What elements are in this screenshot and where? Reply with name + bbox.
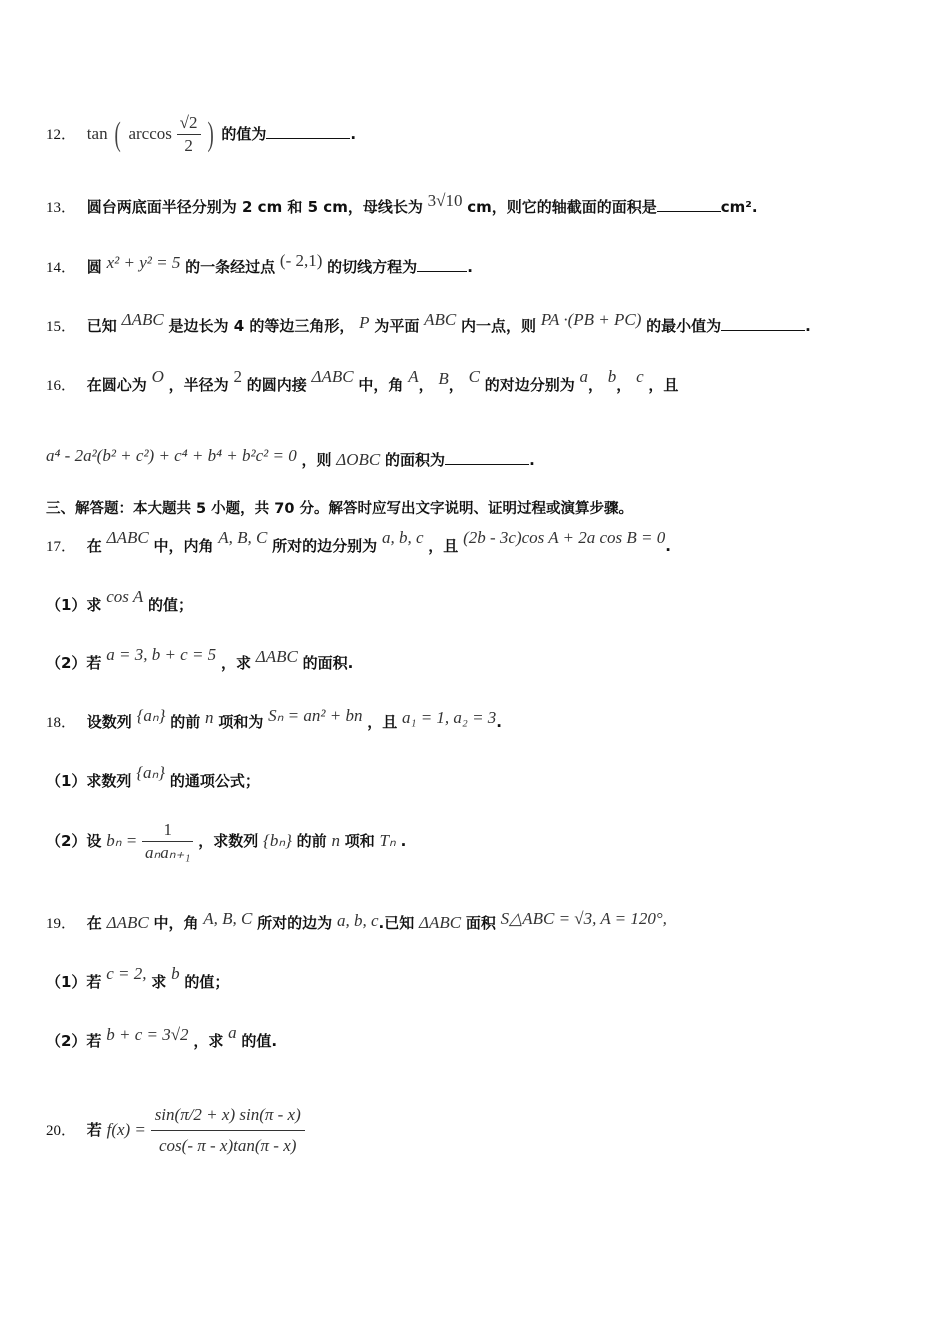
answer-blank xyxy=(445,450,529,465)
math-fn-tan: tan xyxy=(86,124,108,143)
question-number: 17． xyxy=(46,539,77,555)
question-text: 中，内角 xyxy=(153,537,214,555)
fraction xyxy=(151,1100,305,1161)
period: . xyxy=(400,832,407,850)
question-text: ，求 xyxy=(220,654,251,672)
answer-blank xyxy=(657,197,721,212)
period: . xyxy=(665,537,671,555)
math-point: (- 2,1) xyxy=(279,251,323,270)
question-number: 13． xyxy=(46,200,77,216)
math-triangle: ΔABC xyxy=(418,913,462,932)
question-19 xyxy=(46,909,910,935)
question-text: 的切线方程为 xyxy=(327,258,418,276)
question-text: 设数列 xyxy=(86,713,132,731)
fraction xyxy=(142,819,193,864)
math-expr: cos A xyxy=(106,587,144,606)
question-text: 的面积为 xyxy=(385,451,446,469)
question-text: .已知 xyxy=(378,914,415,932)
question-text: 在 xyxy=(86,537,102,555)
question-text: 内一点，则 xyxy=(461,317,537,335)
fraction-denominator: 2 xyxy=(177,134,201,157)
question-text: 的值为 xyxy=(221,125,267,143)
question-text: 已知 xyxy=(86,317,117,335)
question-text: 中，角 xyxy=(358,376,404,394)
math-expr: a = 3, b + c = 5 xyxy=(106,645,217,664)
math-sides: a, b, c xyxy=(336,911,379,930)
question-text: 在 xyxy=(86,914,102,932)
math-triangle: ΔABC xyxy=(106,528,149,547)
fraction xyxy=(177,112,201,157)
part-label: （2）若 xyxy=(46,654,102,672)
math-triangle: ΔOBC xyxy=(336,450,381,469)
question-17 xyxy=(46,528,910,558)
math-sequence: {aₙ} xyxy=(136,706,166,725)
period: . xyxy=(805,317,811,335)
question-text: 圆台两底面半径分别为 2 cm 和 5 cm，母线长为 xyxy=(86,198,423,216)
question-text: 的最小值为 xyxy=(646,317,722,335)
question-text: cm，则它的轴截面的面积是 xyxy=(467,198,657,216)
question-18 xyxy=(46,706,910,734)
question-text: 的值； xyxy=(148,596,194,614)
math-center-o: O xyxy=(151,367,164,386)
math-side: a xyxy=(579,367,588,386)
math-point-p: P xyxy=(359,313,370,332)
math-b: b xyxy=(171,964,180,983)
question-13 xyxy=(46,191,910,219)
question-number: 16． xyxy=(46,378,77,394)
question-number: 20． xyxy=(46,1123,77,1139)
math-t: Tₙ xyxy=(379,831,396,850)
period: . xyxy=(496,713,502,731)
math-n: n xyxy=(331,831,340,850)
math-sequence: {bₙ} xyxy=(263,831,292,850)
math-sequence: {aₙ} xyxy=(136,763,166,782)
question-text: 的圆内接 xyxy=(246,376,307,394)
math-triangle: ΔABC xyxy=(121,310,164,329)
paren-left: ( xyxy=(114,115,122,153)
question-18-part-2 xyxy=(46,818,910,864)
math-angle: A xyxy=(408,367,419,386)
question-text: 中，角 xyxy=(153,914,199,932)
math-lhs: bₙ = xyxy=(106,831,138,850)
math-angle: B xyxy=(438,369,449,388)
question-text: 求 xyxy=(151,973,167,991)
math-initial: a₁ = 1, a₂ = 3 xyxy=(402,708,497,727)
question-text: 的对边分别为 xyxy=(484,376,575,394)
math-expr: PA ·(PB + PC) xyxy=(540,310,642,329)
question-text: 的通项公式； xyxy=(169,772,260,790)
question-20 xyxy=(46,1090,910,1170)
math-sides: a, b, c xyxy=(381,528,424,547)
question-text: 所对的边分别为 xyxy=(272,537,378,555)
question-number: 19． xyxy=(46,916,77,932)
question-14 xyxy=(46,251,910,279)
part-label: （2）设 xyxy=(46,832,102,850)
math-condition: S△ABC = √3, A = 120°, xyxy=(500,909,667,928)
math-condition: a⁴ - 2a²(b² + c²) + c⁴ + b⁴ + b²c² = 0 xyxy=(46,446,297,465)
math-n: n xyxy=(205,708,214,727)
question-text: ，且 xyxy=(648,376,679,394)
question-text: 在圆心为 xyxy=(86,376,147,394)
part-label: （1）若 xyxy=(46,973,102,991)
math-triangle: ΔABC xyxy=(311,367,354,386)
question-text: ，求数列 xyxy=(198,832,259,850)
question-16: 16． 在圆心为 O ，半径为 2 的圆内接 ΔABC 中，角 A， B， C 的对边分别为 a， b， c ，且 xyxy=(46,367,679,394)
period: . xyxy=(529,451,535,469)
period: . xyxy=(467,258,473,276)
question-text: 若 xyxy=(86,1121,102,1139)
question-12 xyxy=(46,104,910,164)
math-side: b xyxy=(607,367,617,386)
question-text: 面积 xyxy=(465,914,496,932)
question-text: 所对的边为 xyxy=(257,914,333,932)
paren-right: ) xyxy=(207,115,215,153)
answer-blank xyxy=(266,124,350,139)
math-angle: C xyxy=(468,367,480,386)
question-text: 为平面 xyxy=(374,317,420,335)
math-angles: A, B, C xyxy=(218,528,268,547)
question-text: 是边长为 4 的等边三角形， xyxy=(168,317,355,335)
math-triangle: ΔABC xyxy=(106,913,149,932)
question-15 xyxy=(46,310,910,338)
period: . xyxy=(350,125,357,143)
fraction-denominator: cos(- π - x)tan(π - x) xyxy=(151,1130,305,1161)
part-label: （2）若 xyxy=(46,1032,102,1050)
question-text: 的面积. xyxy=(302,654,354,672)
math-expr: b + c = 3√2 xyxy=(106,1025,189,1044)
question-text: 圆 xyxy=(86,258,102,276)
question-text: 的一条经过点 xyxy=(185,258,276,276)
fraction-numerator: √2 xyxy=(179,113,198,132)
question-number: 14． xyxy=(46,260,77,276)
fraction-denominator: aₙaₙ₊₁ xyxy=(142,841,193,864)
answer-blank xyxy=(721,316,805,331)
math-radius: 2 xyxy=(233,367,242,386)
question-text: 的值； xyxy=(184,973,230,991)
question-17-part-2 xyxy=(46,645,910,674)
math-fn-arccos: arccos xyxy=(128,124,172,143)
question-17-part-1 xyxy=(46,587,910,616)
question-number: 12． xyxy=(46,127,77,143)
question-16-condition xyxy=(46,446,910,471)
part-label: （1）求数列 xyxy=(46,772,132,790)
math-condition: (2b - 3c)cos A + 2a cos B = 0 xyxy=(463,528,666,547)
math-expr: x² + y² = 5 xyxy=(106,253,181,272)
math-angles: A, B, C xyxy=(203,909,253,928)
math-expr: c = 2, xyxy=(106,964,147,983)
math-a: a xyxy=(228,1023,237,1042)
question-text: 的前 xyxy=(296,832,327,850)
math-plane: ABC xyxy=(424,310,457,329)
question-number: 15． xyxy=(46,319,77,335)
question-text: ，则 xyxy=(301,451,332,469)
math-side: c xyxy=(636,367,644,386)
question-19-part-2 xyxy=(46,1023,910,1052)
math-expr: 3√10 xyxy=(427,191,463,210)
question-text: 的前 xyxy=(170,713,201,731)
part-label: （1）求 xyxy=(46,596,102,614)
question-text: 项和 xyxy=(344,832,375,850)
math-lhs: f(x) = xyxy=(106,1120,146,1139)
fraction-numerator: 1 xyxy=(163,820,172,839)
question-number: 18． xyxy=(46,715,77,731)
unit-text: cm². xyxy=(720,198,758,216)
question-text: ，半径为 xyxy=(168,376,229,394)
question-text: ，且 xyxy=(428,537,459,555)
math-sum: Sₙ = an² + bn xyxy=(268,706,363,725)
question-text: ，且 xyxy=(367,713,398,731)
question-text: 项和为 xyxy=(218,713,264,731)
question-text: ，求 xyxy=(193,1032,224,1050)
answer-blank xyxy=(417,257,467,272)
math-triangle: ΔABC xyxy=(255,647,298,666)
question-18-part-1 xyxy=(46,763,910,792)
section-header: 三、解答题：本大题共 5 小题，共 70 分。解答时应写出文字说明、证明过程或演算步骤。 xyxy=(46,501,633,517)
question-text: 的值. xyxy=(241,1032,278,1050)
fraction-numerator: sin(π/2 + x) sin(π - x) xyxy=(154,1105,301,1124)
question-19-part-1 xyxy=(46,964,910,993)
